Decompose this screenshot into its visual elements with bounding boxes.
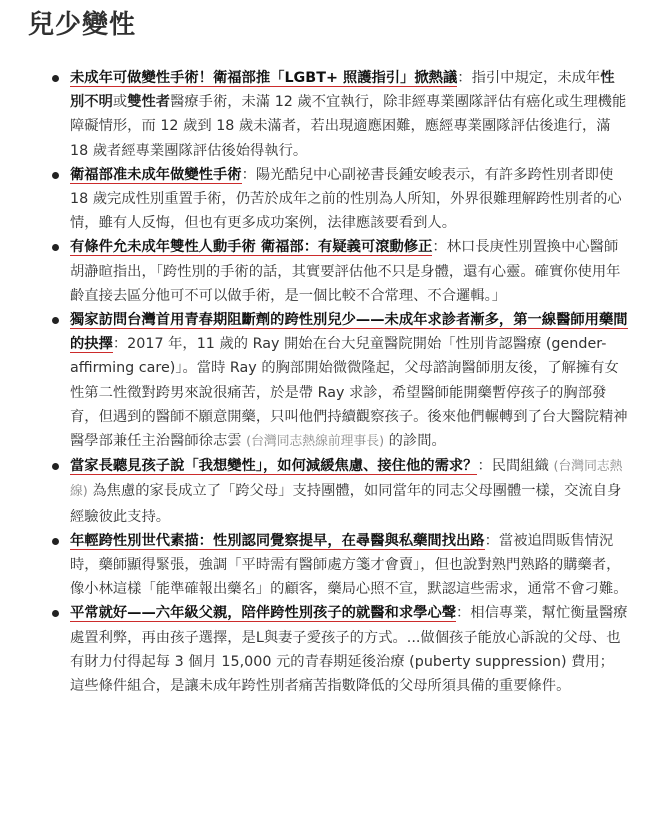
headline-link[interactable]: 獨家訪問台灣首用青春期阻斷劑的跨性別兒少——未成年求診者漸多，第一線醫師用藥間的抉擇	[70, 312, 628, 353]
bullet-icon	[52, 75, 59, 82]
news-item	[46, 454, 628, 529]
headline-link[interactable]: 衛福部准未成年做變性手術	[70, 166, 242, 183]
highlighted-term: 性別不明	[70, 70, 615, 111]
headline-link[interactable]: 年輕跨性別世代素描：性別認同覺察提早，在尋醫與私藥間找出路	[70, 532, 485, 549]
headline-link[interactable]: 平常就好——六年級父親，陪伴跨性別孩子的就醫和求學心聲	[70, 605, 457, 622]
headline-link[interactable]: 當家長聽見孩子說「我想變性」，如何減緩焦慮、接住他的需求？	[70, 458, 478, 475]
summary-text: ：林口長庚性別置換中心醫師胡瀞暄指出，「跨性別的手術的話，其實要評估他不只是身體，還有心靈。確實你使用年齡直接去區分他可不可以做手術，是一個比較不合常理、不合邏輯。」	[70, 239, 621, 304]
source-note: (台灣同志熱線前理事長)	[246, 434, 385, 450]
summary-text: ：2017 年，11 歲的 Ray 開始在台大兒童醫院開始「性別肯認醫療 (gender-affirming care)」。當時 Ray 的胸部開始微微隆起，父母諮詢醫師朋友後，了解擁有女性第二性徵對跨男來說很痛苦，於是帶 Ray 求診，希望醫師能開藥暫停孩子的胸部發育，但遇到的醫師不願意開藥，只叫他們持續觀察孩子。後來他們輾轉到了台大醫院精神醫學部兼任主治醫師徐志雲	[70, 336, 628, 450]
bullet-icon	[52, 463, 59, 470]
page-title: 兒少變性	[28, 10, 137, 40]
summary-text: 的診間。	[384, 433, 446, 450]
news-item	[46, 601, 628, 698]
bullet-icon	[52, 317, 59, 324]
highlighted-term: 雙性者	[127, 94, 171, 111]
summary-text: ：相信專業，幫忙衡量醫療處置利弊，再由孩子選擇，是L與妻子愛孩子的方式。...做個孩子能放心訴說的父母、也有財力付得起每 3 個月 15,000 元的青春期延後治療 (puberty suppression) 費用；這些條件組合，是讓未成年跨性別者痛苦指數降低的父母所須具備的重要條件。	[70, 605, 628, 695]
summary-text: 或	[112, 94, 128, 111]
source-note: (台灣同志熱線)	[70, 459, 623, 500]
bullet-icon	[52, 538, 59, 545]
item-summary	[70, 336, 628, 449]
bullet-icon	[52, 610, 59, 617]
news-item	[46, 163, 628, 236]
summary-text: ：指引中規定，未成年	[457, 70, 601, 86]
bullet-icon	[52, 172, 59, 179]
summary-text: ：當被追問販售情況時，藥師顯得緊張，強調「平時需有醫師處方箋才會賣」，但也說對熟門熟路的購藥者，像小林這樣「能準確報出藥名」的顧客，藥局心照不宣，默認這些需求，通常不會刁難。	[70, 532, 628, 598]
news-item	[46, 235, 628, 308]
summary-text: ：民間組織	[477, 458, 554, 475]
news-list	[46, 66, 628, 698]
headline-link[interactable]: 未成年可做變性手術！衛福部推「LGBT+ 照護指引」掀熱議	[70, 70, 458, 86]
headline-link[interactable]: 有條件允未成年雙性人動手術 衛福部：有疑義可滾動修正	[70, 239, 433, 256]
news-item	[46, 66, 628, 163]
summary-text: ：陽光酷兒中心副祕書長鍾安峻表示，有許多跨性別者即使 18 歲完成性別重置手術，仍苦於成年之前的性別為人所知，外界很難理解跨性別者的心情，雖有人反悔，但也有更多成功案例，法律應該要看到人。	[70, 166, 622, 232]
summary-text: 為焦慮的家長成立了「跨父母」支持團體，如同當年的同志父母團體一樣，交流自身經驗彼此支持。	[70, 483, 622, 525]
news-item	[46, 308, 628, 454]
summary-text: 醫療手術，未滿 12 歲不宜執行，除非經專業團隊評估有癌化或生理機能障礙情形，而 12 歲到 18 歲未滿者，若出現適應困難，應經專業團隊評估後進行，滿 18 歲者經專業團隊評估後始得執行。	[70, 94, 627, 159]
bullet-icon	[52, 244, 59, 251]
news-item	[46, 529, 628, 602]
